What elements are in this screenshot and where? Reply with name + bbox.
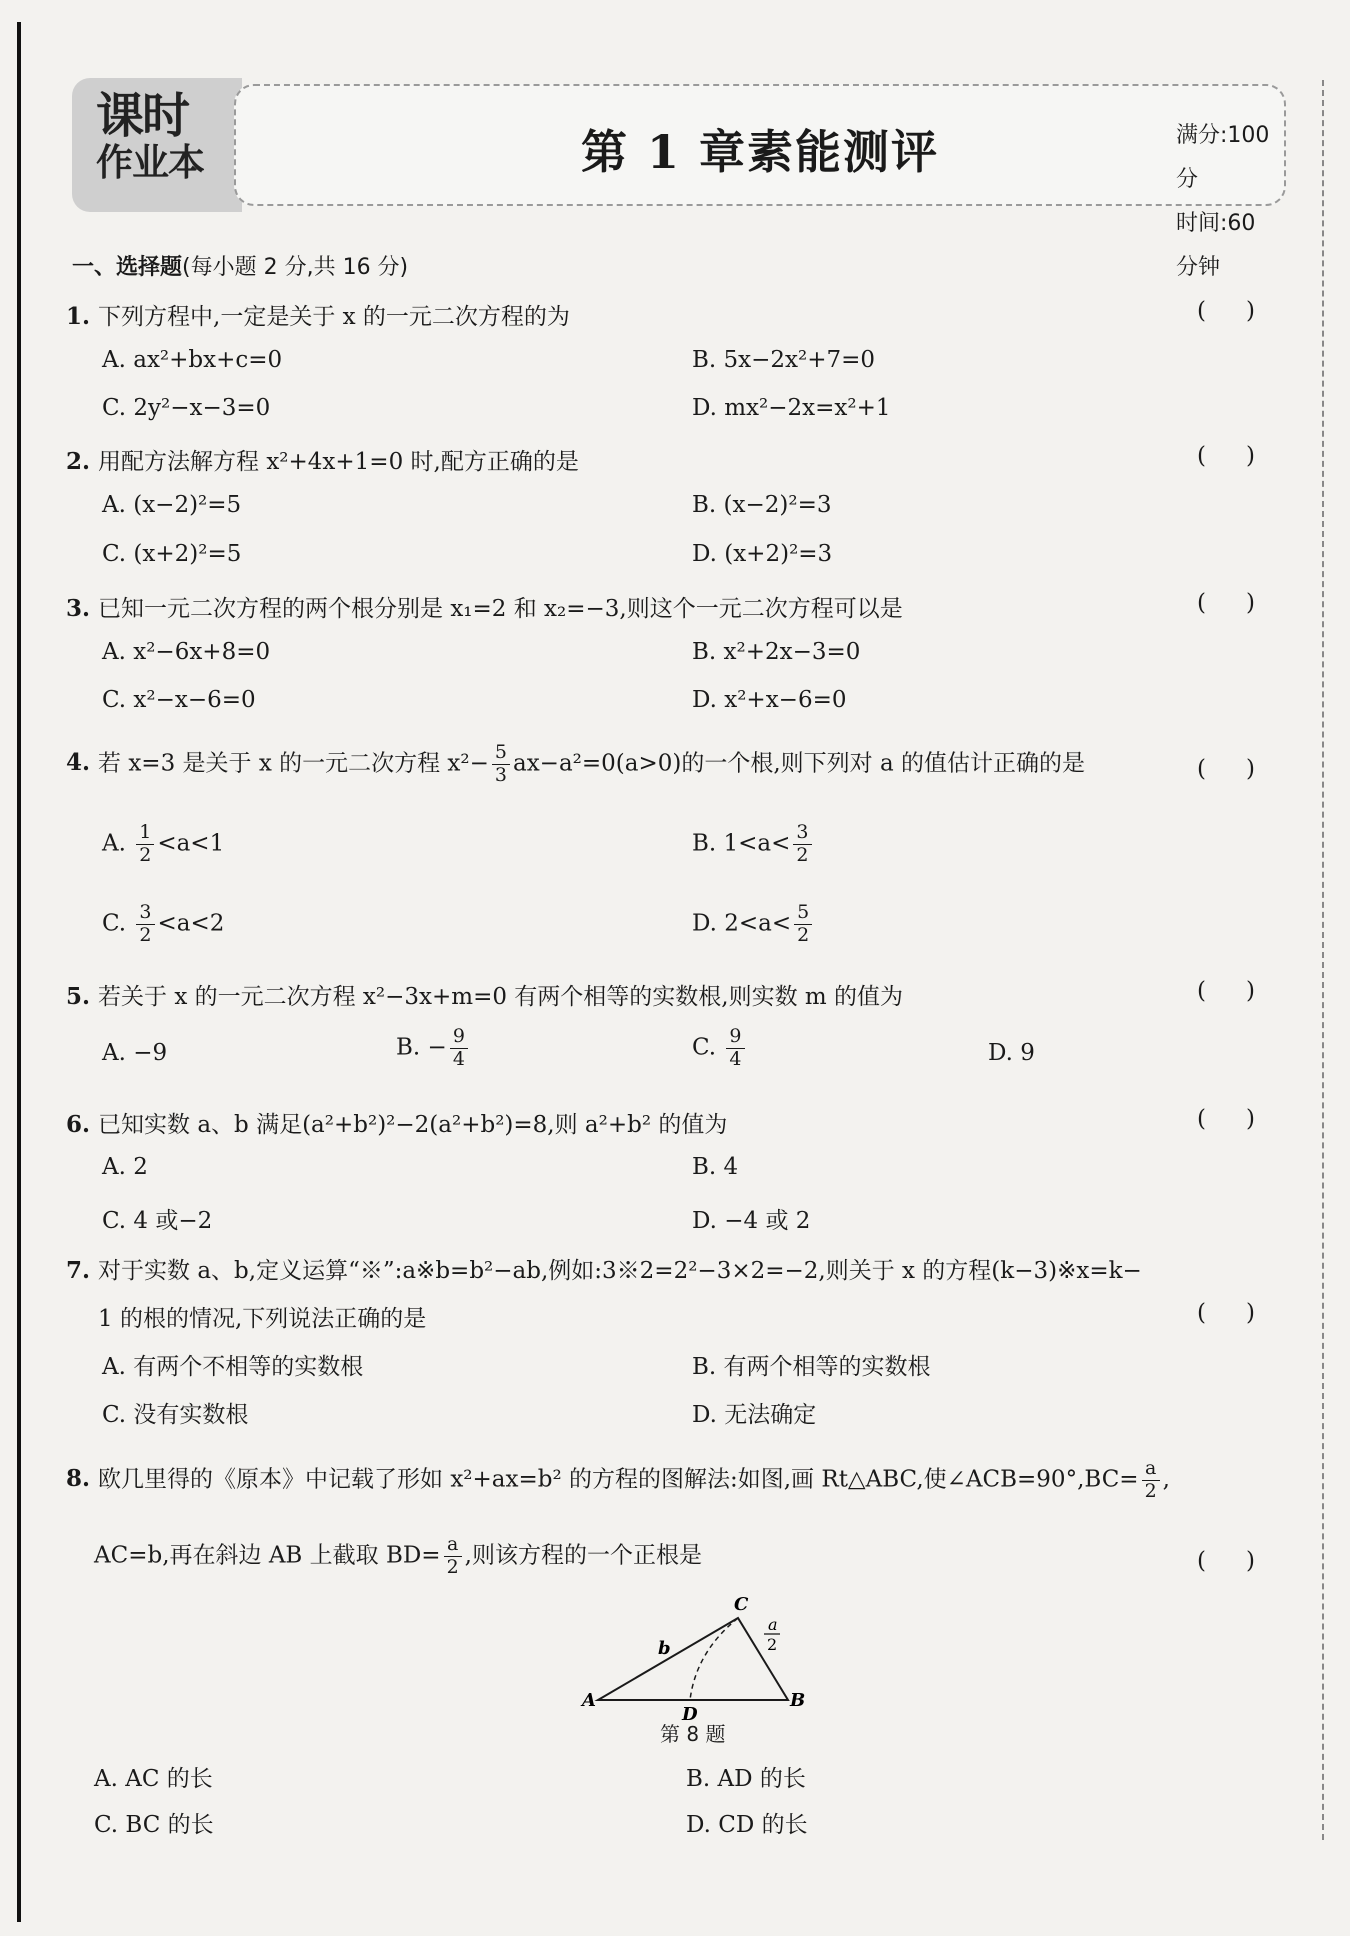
question-4	[66, 742, 1085, 787]
label-c: C	[734, 1594, 749, 1615]
fraction	[136, 822, 154, 867]
label-side-a-den: 2	[767, 1635, 778, 1654]
fraction	[726, 1026, 744, 1071]
question-1	[66, 298, 570, 331]
fraction-numerator: 5	[492, 742, 510, 765]
question-stem-line1: 对于实数 a、b,定义运算“※”:a※b=b²−ab,例如:3※2=2²−3×2=−2,则关于 x 的方程(k−3)※x=k−	[98, 1258, 1142, 1284]
option-c[interactable]: C. x²−x−6=0	[102, 687, 256, 713]
fraction	[793, 822, 811, 867]
option-a[interactable]	[102, 1040, 167, 1066]
question-number: 7.	[66, 1257, 91, 1284]
option-b[interactable]: B. x²+2x−3=0	[692, 639, 861, 665]
score-time	[1176, 114, 1284, 290]
question-7	[66, 1252, 1142, 1285]
time-limit: 时间:60 分钟	[1176, 211, 1256, 280]
question-stem-line2: AC=b,再在斜边 AB 上截取 BD=	[94, 1542, 441, 1569]
option-c[interactable]: C. BC 的长	[94, 1812, 214, 1838]
fraction-numerator: 5	[794, 902, 812, 925]
question-number: 4.	[66, 749, 91, 777]
fraction	[1142, 1458, 1160, 1503]
fraction-denominator: 2	[796, 843, 809, 866]
option-label: C.	[102, 910, 127, 937]
option-d[interactable]: D. x²+x−6=0	[692, 687, 847, 713]
question-number: 1.	[66, 303, 91, 330]
section-title: 一、选择题	[72, 255, 183, 280]
option-label: C.	[692, 1034, 717, 1061]
binding-edge	[17, 22, 21, 1922]
option-label: D.	[692, 910, 717, 937]
option-text: <a<2	[157, 910, 225, 937]
question-6	[66, 1106, 727, 1139]
fraction-numerator: 3	[793, 822, 811, 845]
option-label: B.	[396, 1034, 421, 1061]
option-label: A.	[102, 830, 126, 857]
question-number: 3.	[66, 595, 91, 622]
option-b[interactable]	[396, 1026, 471, 1071]
option-text: 2<a<	[724, 910, 792, 937]
fraction	[794, 902, 812, 947]
fraction	[136, 902, 154, 947]
fraction-numerator: a	[444, 1534, 462, 1557]
page-title: 第 1 章素能测评	[581, 125, 940, 179]
question-stem: 下列方程中,一定是关于 x 的一元二次方程的为	[98, 304, 570, 330]
fraction-numerator: a	[1142, 1458, 1160, 1481]
answer-paren[interactable]: ()	[1197, 443, 1295, 469]
fraction-numerator: 3	[136, 902, 154, 925]
answer-paren[interactable]: ()	[1197, 1300, 1295, 1326]
option-c[interactable]: C. 没有实数根	[102, 1402, 249, 1428]
question-stem-line1: 欧几里得的《原本》中记载了形如 x²+ax=b² 的方程的图解法:如图,画 Rt△ABC,使∠ACB=90°,BC=	[98, 1466, 1139, 1493]
triangle-figure	[578, 1592, 818, 1722]
option-label: A.	[102, 1040, 126, 1066]
answer-paren[interactable]: ()	[1197, 978, 1295, 1004]
question-number: 5.	[66, 983, 91, 1010]
option-a[interactable]: A. (x−2)²=5	[102, 492, 242, 518]
label-d: D	[682, 1704, 698, 1722]
option-d[interactable]	[988, 1040, 1035, 1066]
option-a[interactable]: A. 2	[102, 1154, 148, 1180]
fraction-denominator: 2	[1144, 1479, 1157, 1502]
question-5	[66, 978, 903, 1011]
arc-cd	[690, 1618, 738, 1700]
question-number: 6.	[66, 1111, 91, 1138]
option-text: <a<1	[157, 830, 225, 857]
option-c[interactable]	[102, 902, 224, 947]
label-side-b: b	[658, 1638, 671, 1659]
option-c[interactable]: C. 2y²−x−3=0	[102, 395, 271, 421]
logo-line2: 作业本	[96, 141, 204, 184]
fraction-denominator: 2	[139, 843, 152, 866]
question-8-line2	[94, 1534, 702, 1579]
answer-paren[interactable]: ()	[1197, 590, 1295, 616]
question-2	[66, 443, 579, 476]
option-c[interactable]: C. 4 或−2	[102, 1208, 213, 1234]
fraction-denominator: 4	[729, 1047, 742, 1070]
section-heading	[72, 250, 408, 281]
fraction-numerator: 1	[136, 822, 154, 845]
option-b[interactable]: B. 5x−2x²+7=0	[692, 347, 876, 373]
answer-paren[interactable]: ()	[1197, 756, 1295, 782]
question-stem: 若关于 x 的一元二次方程 x²−3x+m=0 有两个相等的实数根,则实数 m 的值为	[98, 984, 904, 1010]
fraction-numerator: 9	[726, 1026, 744, 1049]
label-a: A	[582, 1690, 596, 1711]
question-7-line2: 1 的根的情况,下列说法正确的是	[98, 1306, 427, 1332]
option-label: B.	[692, 830, 717, 857]
logo	[96, 88, 204, 184]
label-b: B	[790, 1690, 806, 1711]
question-stem-part1: 若 x=3 是关于 x 的一元二次方程 x²−	[98, 750, 489, 777]
answer-paren[interactable]: ()	[1197, 1548, 1295, 1574]
option-d[interactable]: D. (x+2)²=3	[692, 541, 833, 567]
question-stem: 已知一元二次方程的两个根分别是 x₁=2 和 x₂=−3,则这个一元二次方程可以是	[98, 596, 903, 622]
full-score: 满分:100 分	[1176, 123, 1270, 192]
fraction	[492, 742, 510, 787]
fraction-numerator: 9	[450, 1026, 468, 1049]
fraction-denominator: 2	[446, 1555, 459, 1578]
question-3	[66, 590, 903, 623]
fraction-denominator: 4	[452, 1047, 465, 1070]
question-stem: 已知实数 a、b 满足(a²+b²)²−2(a²+b²)=8,则 a²+b² 的值为	[98, 1112, 728, 1138]
cut-line	[1322, 80, 1324, 1840]
option-b[interactable]: B. 有两个相等的实数根	[692, 1354, 931, 1380]
fraction-denominator: 2	[797, 923, 810, 946]
fraction-denominator: 3	[494, 763, 507, 786]
option-d[interactable]: D. −4 或 2	[692, 1208, 811, 1234]
option-text: 9	[1020, 1040, 1035, 1066]
option-a[interactable]: A. ax²+bx+c=0	[102, 347, 283, 373]
option-d[interactable]: D. mx²−2x=x²+1	[692, 395, 891, 421]
option-label: D.	[988, 1040, 1013, 1066]
option-d[interactable]	[692, 902, 815, 947]
question-number: 8.	[66, 1465, 91, 1493]
fraction	[444, 1534, 462, 1579]
answer-paren[interactable]: ()	[1197, 1106, 1295, 1132]
question-8: 8. 欧几里得的《原本》中记载了形如 x²+ax=b² 的方程的图解法:如图,画 Rt△ABC,使∠ACB=90°,BC= $\frac{a}{2}$ ,	[66, 1457, 1170, 1502]
fraction-denominator: 2	[139, 923, 152, 946]
option-a[interactable]: A. AC 的长	[94, 1766, 213, 1792]
option-d[interactable]: D. 无法确定	[692, 1402, 817, 1428]
section-note: (每小题 2 分,共 16 分)	[182, 255, 409, 280]
logo-line1: 课时	[96, 88, 189, 144]
figure-caption: 第 8 题	[660, 1722, 726, 1746]
fraction	[450, 1026, 468, 1071]
label-side-a-num: a	[768, 1615, 778, 1634]
question-stem: 用配方法解方程 x²+4x+1=0 时,配方正确的是	[98, 449, 579, 475]
answer-paren[interactable]: ()	[1197, 298, 1295, 324]
option-d[interactable]: D. CD 的长	[686, 1812, 808, 1838]
option-a[interactable]: A. x²−6x+8=0	[102, 639, 271, 665]
option-text: 1<a<	[723, 830, 791, 857]
option-b[interactable]: B. AD 的长	[686, 1766, 806, 1792]
option-text: −	[427, 1034, 447, 1061]
option-b[interactable]: B. (x−2)²=3	[692, 492, 832, 518]
question-stem-line2-end: ,则该方程的一个正根是	[464, 1542, 702, 1569]
option-a[interactable]: A. 有两个不相等的实数根	[102, 1354, 364, 1380]
option-a[interactable]	[102, 822, 224, 867]
question-number: 2.	[66, 448, 91, 475]
option-text: −9	[133, 1040, 168, 1066]
triangle-abc	[598, 1618, 788, 1700]
question-stem-part2: ax−a²=0(a>0)的一个根,则下列对 a 的值估计正确的是	[512, 750, 1085, 777]
option-b[interactable]: B. 4	[692, 1154, 739, 1180]
option-c[interactable]: C. (x+2)²=5	[102, 541, 242, 567]
option-b[interactable]	[692, 822, 815, 867]
option-c[interactable]	[692, 1026, 748, 1071]
